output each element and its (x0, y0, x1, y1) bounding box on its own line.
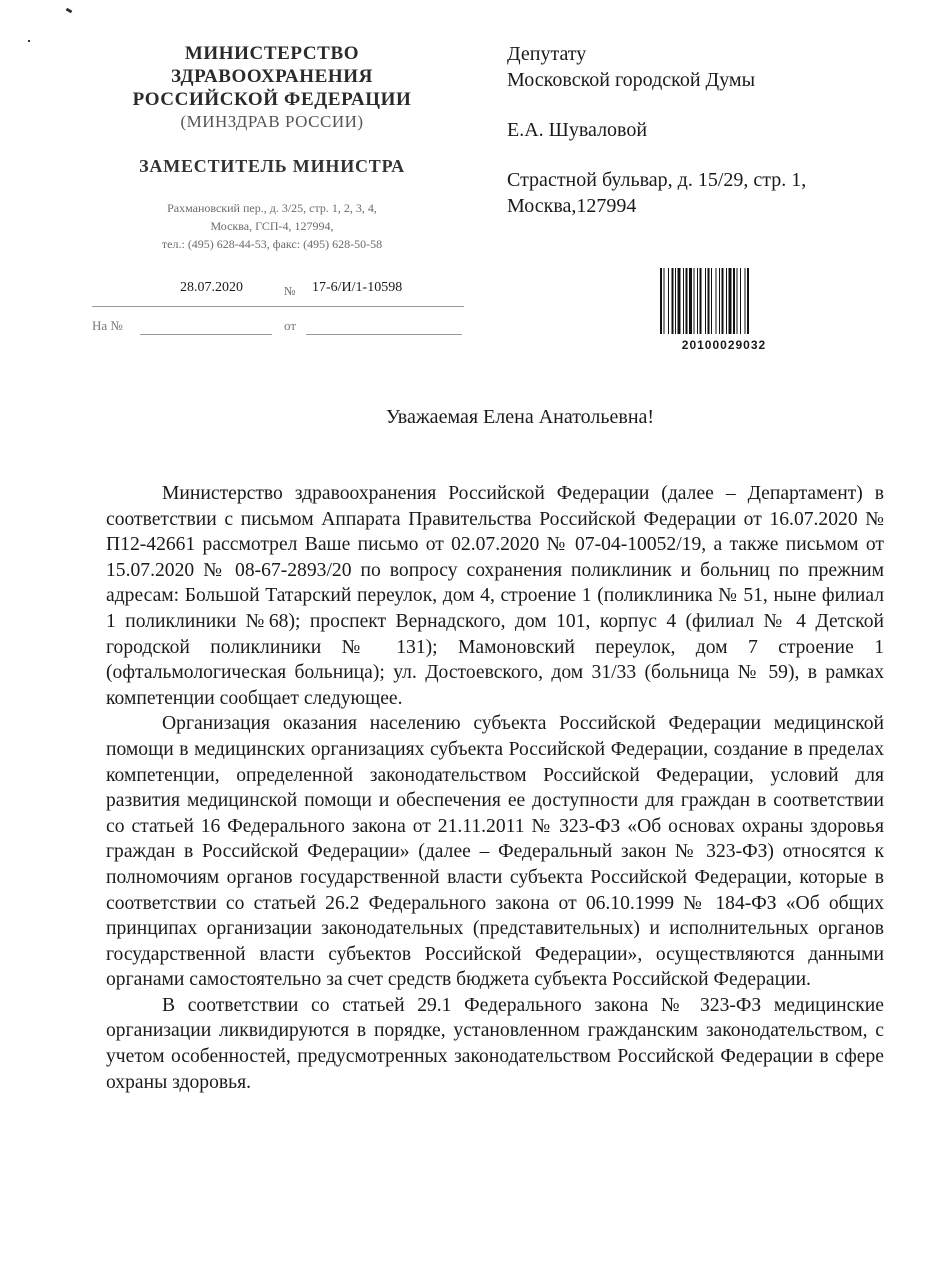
body-paragraph-3: В соответствии со статьей 29.1 Федерального закона № 323-ФЗ медицинские организации ликвидируются в порядке, установленном гражданским законодательством, с учетом особенностей, предусмотренных законодательством Российской Федерации в сфере охраны здоровья. (106, 994, 884, 1093)
sender-address-line-1: Рахмановский пер., д. 3/25, стр. 1, 2, 3, 4, (167, 201, 377, 215)
reply-reference (92, 318, 472, 338)
barcode-bar (708, 268, 710, 334)
reply-date-blank (306, 334, 462, 335)
barcode-bar (722, 268, 724, 334)
barcode-bar (689, 268, 692, 334)
reference-underline (92, 306, 464, 307)
reply-number-label: На № (92, 318, 123, 333)
barcode-bar (686, 268, 688, 334)
letter-number: 17-6/И/1-10598 (312, 280, 403, 295)
sender-address-line-2: Москва, ГСП-4, 127994, (210, 219, 334, 233)
org-name-line-2: ЗДРАВООХРАНЕНИЯ (171, 66, 373, 87)
barcode-bar (668, 268, 669, 334)
barcode-bar (700, 268, 702, 334)
addressee-address-line-1: Страстной бульвар, д. 15/29, стр. 1, (507, 169, 807, 191)
scan-speck (66, 8, 73, 14)
barcode-bar (745, 268, 746, 334)
barcode-number: 20100029032 (681, 338, 767, 352)
barcode-bar (740, 268, 741, 334)
addressee-block (507, 41, 887, 219)
barcode-bar (737, 268, 738, 334)
body-paragraph-2: Организация оказания населению субъекта Российской Федерации медицинской помощи в медицинских организациях субъекта Российской Федерации, создание в пределах компетенции, определенной законодательством Российской Федерации, условий для развития медицинской помощи и обеспечения ее доступности для граждан в соответствии со статьей 16 Федерального закона от 21.11.2011 № 323-ФЗ «Об основах охраны здоровья граждан в Российской Федерации» (далее – Федеральный закон № 323-ФЗ) относятся к полномочиям органов государственной власти субъекта Российской Федерации, которые в соответствии со статьей 26.2 Федерального закона от 06.10.1999 № 184-ФЗ «Об общих принципах организации законодательных (представительных) и исполнительных органов государственной власти субъектов Российской Федерации», осуществляются данными органами самостоятельно за счет средств бюджета субъекта Российской Федерации. (106, 713, 884, 991)
barcode-bar (697, 268, 698, 334)
outgoing-reference (92, 280, 472, 300)
letterhead (92, 42, 452, 253)
letter-body (106, 481, 884, 1095)
salutation: Уважаемая Елена Анатольевна! (385, 406, 655, 428)
sender-position: ЗАМЕСТИТЕЛЬ МИНИСТРА (139, 156, 405, 176)
barcode-bar (726, 268, 727, 334)
org-short-name: (МИНЗДРАВ РОССИИ) (180, 112, 364, 131)
barcode-bar (664, 268, 665, 334)
org-name-line-3: РОССИЙСКОЙ ФЕДЕРАЦИИ (132, 89, 412, 110)
barcode-bar (672, 268, 674, 334)
barcode-bar (716, 268, 717, 334)
scan-speck (28, 40, 30, 42)
reply-number-blank (140, 334, 272, 335)
barcode-bar (729, 268, 732, 334)
barcode-bar (678, 268, 681, 334)
barcode-bar (694, 268, 695, 334)
letter-date: 28.07.2020 (180, 280, 243, 295)
barcode-bar (705, 268, 706, 334)
barcode-bar (733, 268, 735, 334)
org-name-line-1: МИНИСТЕРСТВО (184, 43, 360, 64)
barcode-bar (719, 268, 720, 334)
sender-address (92, 199, 452, 253)
barcode-bar (747, 268, 749, 334)
number-label: № (284, 284, 296, 298)
addressee-organization: Московской городской Думы (507, 69, 756, 91)
reply-date-label: от (284, 318, 297, 333)
barcode-bar (660, 268, 662, 334)
body-paragraph-1: Министерство здравоохранения Российской Федерации (далее – Департамент) в соответствии с письмом Аппарата Правительства Российской Федерации от 16.07.2020 № П12-42661 рассмотрел Ваше письмо от 02.07.2020 № 07-04-10052/19, а также письмом от 15.07.2020 № 08-67-2893/20 по вопросу сохранения поликлиник и больниц по прежним адресам: Большой Татарский переулок, дом 4, строение 1 (поликлиника № 51, ныне филиал 1 поликлиники №68); проспект Вернадского, дом 101, корпус 4 (филиал № 4 Детской городской поликлиники № 131); Мамоновский переулок, дом 7 строение 1 (офтальмологическая больница); ул. Достоевского, дом 31/33 (больница № 59), в рамках компетенции сообщает следующее. (106, 483, 884, 709)
barcode-bar (711, 268, 712, 334)
addressee-address-line-2: Москва,127994 (507, 195, 637, 217)
barcode-bar (683, 268, 684, 334)
addressee-name: Е.А. Шуваловой (507, 119, 648, 141)
addressee-title: Депутату (507, 43, 587, 65)
barcode-image (660, 268, 788, 334)
sender-address-line-3: тел.: (495) 628-44-53, факс: (495) 628-50-58 (161, 237, 383, 251)
barcode-bar (675, 268, 676, 334)
